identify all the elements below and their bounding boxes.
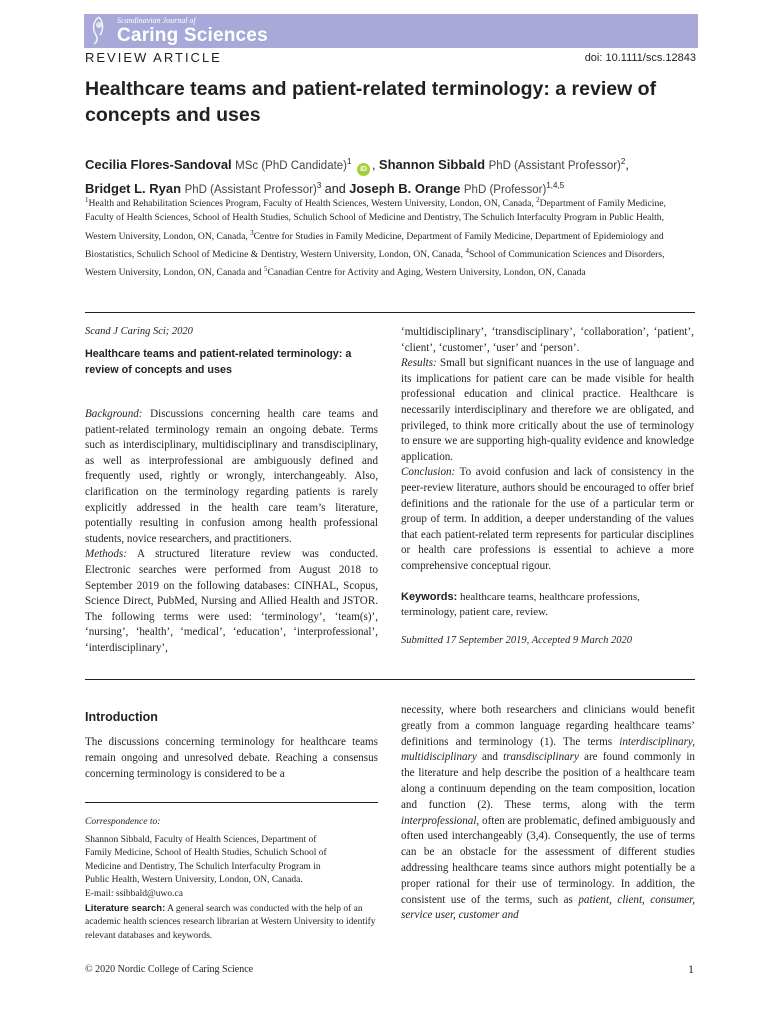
abstract-left-column — [85, 326, 378, 657]
literature-search-note: Literature search: A general search was conducted with the help of an academic health sciences research librarian at Western University to identify relevant databases and keywords. — [85, 902, 376, 941]
correspondence-block: Correspondence to: Shannon Sibbald, Faculty of Health Sciences, Department of Family Medicine, School of Health Studies, Schulich School of Medicine and Dentistry, The Schulich Interfaculty Program in Public Health, Western University, London, ON, Canada. E-mail: ssibbald@uwo.ca Literature search: A general search was conducted with the help of an academic health sciences research librarian at Western University to identify relevant databases and keywords. — [85, 816, 385, 943]
submission-dates: Submitted 17 September 2019, Accepted 9 March 2020 — [401, 634, 632, 646]
abstract-methods: Methods: A structured literature review was conducted. Electronic searches were performed from August 2018 to September 2019 on the following databases: CINHAL, Scopus, Science Direct, PubMed, Nursing and Allied Health and JSTOR. The following terms were used: ‘terminology’, ‘team(s)’, ‘nursing’, ‘health’, ‘medical’, ‘education’, ‘interprofessional’, ‘interdisciplinary’, — [85, 548, 378, 654]
abstract-right-column — [401, 325, 694, 646]
author-degree: MSc (PhD Candidate) — [235, 160, 348, 173]
abstract-conclusion: Conclusion: To avoid confusion and lack of consistency in the peer-review literature, authors should be encouraged to offer brief definitions and the rationale for the use of a particular term or group of term. In addition, a deeper understanding of the values that each patient-related term represents for particular disciplines or health care professions is essential to achieve a more comprehensive conceptual rigour. — [401, 466, 694, 572]
section-heading-introduction: Introduction — [85, 710, 158, 724]
affiliations: $^1$Health and Rehabilitation Sciences Program, Faculty of Health Sciences, Western University, London, ON, Canada, $^2$Department of Family Medicine, Faculty of Health Sciences, School of Health Studies, Schulich School of Medicine and Dentistry, The Schulich Interfaculty Program in Public Health, Western University, London, ON, Canada, $^3$Centre for Studies in Family Medicine, Department of Family Medicine, Department of Epidemiology and Biostatistics, Schulich School of Medicine & Dentistry, Western University, London, ON, Canada, $^4$School of Communication Sciences and Disorders, Western University, London, ON, Canada and $^5$Canadian Centre for Activity and Aging, Western University, London, ON, Canada — [85, 196, 666, 279]
author-name: Cecilia Flores-Sandoval — [85, 157, 232, 173]
journal-name: Caring Sciences — [117, 25, 268, 46]
journal-name-small: Scandinavian Journal of — [117, 16, 196, 25]
correspondence-label: Correspondence to: — [85, 817, 161, 827]
author-name: Bridget L. Ryan — [85, 181, 182, 197]
author-name: Shannon Sibbald — [378, 157, 486, 173]
correspondence-rule — [85, 802, 378, 803]
article-title: Healthcare teams and patient-related terminology: a review of concepts and uses — [85, 78, 657, 126]
author-degree: PhD (Assistant Professor) — [184, 184, 317, 197]
author-degree: PhD (Assistant Professor) — [488, 160, 621, 173]
abstract-top-rule — [85, 312, 695, 313]
author-name: Joseph B. Orange — [349, 181, 461, 197]
body-right-column — [401, 703, 695, 924]
author-degree: PhD (Professor) — [463, 184, 547, 197]
abstract-bottom-rule — [85, 679, 695, 680]
citation: Scand J Caring Sci; 2020 — [85, 326, 193, 337]
abstract-background: Background: Discussions concerning health care teams and patient-related terminology remain an ongoing debate. Terms such as interdisciplinary, multidisciplinary and transdisciplinary, as well as interprofessional are ambiguously defined and frequently used, rightly or wrongly, interchangeably. Also, clarification on the terminology regarding patients is rarely explicitly addressed in the health care team’s literature, potentially resulting in confusion among health professional students, novice researchers, and practitioners. — [85, 408, 378, 545]
intro-paragraph: The discussions concerning terminology for healthcare teams remain ongoing and unresolved debate. Reaching a consensus concerning terminology is considered to be a — [85, 736, 378, 780]
abstract-title: Healthcare teams and patient-related terminology: a review of concepts and uses — [85, 348, 352, 376]
abstract-results: Results: Small but significant nuances in the use of language and its implications for patient care can be made visible for health professional education and clinical practice. Healthcare is necessarily interdisciplinary and therefore we are obligated, and privileged, to think more critically about the use of terminology to ensure we are supporting high-quality evidence and knowledge application. — [401, 357, 694, 463]
journal-banner — [84, 14, 698, 48]
keywords: Keywords: healthcare teams, healthcare professions, terminology, patient care, review. — [401, 590, 640, 619]
body-left-column — [85, 735, 378, 782]
intro-paragraph-continued: necessity, where both researchers and clinicians would benefit greatly from a common language regarding healthcare teams’ definitions and terminology (1). The terms interdisciplinary, multidisciplinary and transdisciplinary are found commonly in the literature and help describe the position of a healthcare team along a continuum depending on the team composition, location and function (2). These terms, along with the term interprofessional, often are problematic, defined ambiguously and often used interchangeably (3,4). Consequently, the use of terms can be an obstacle for the assessment of different studies addressing healthcare teams since authors might potentially be a proper rational for their use of terminology. In addition, the consistent use of the terms, such as patient, client, consumer, service user, customer and — [401, 704, 695, 922]
article-type: REVIEW ARTICLE — [85, 50, 222, 65]
doi[interactable]: doi: 10.1111/scs.12843 — [584, 52, 696, 64]
author-list: Cecilia Flores-Sandoval MSc (PhD Candidate)$^1$ iD , Shannon Sibbald PhD (Assistant Professor)$^2$, Bridget L. Ryan PhD (Assistant Professor)$^3$ and Joseph B. Orange PhD (Professor)$^{1,4,5}$ — [85, 157, 629, 197]
copyright-footer: © 2020 Nordic College of Caring Science — [85, 964, 254, 975]
correspondence-email[interactable]: E-mail: ssibbald@uwo.ca — [85, 888, 183, 899]
orcid-icon[interactable]: iD — [357, 163, 370, 176]
journal-logo-icon — [88, 15, 110, 45]
page-number: 1 — [688, 962, 694, 976]
abstract-methods-continued: ‘multidisciplinary’, ‘transdisciplinary’, ‘collaboration’, ‘patient’, ‘client’, ‘customer’, ‘user’ and ‘person’. — [401, 326, 694, 354]
